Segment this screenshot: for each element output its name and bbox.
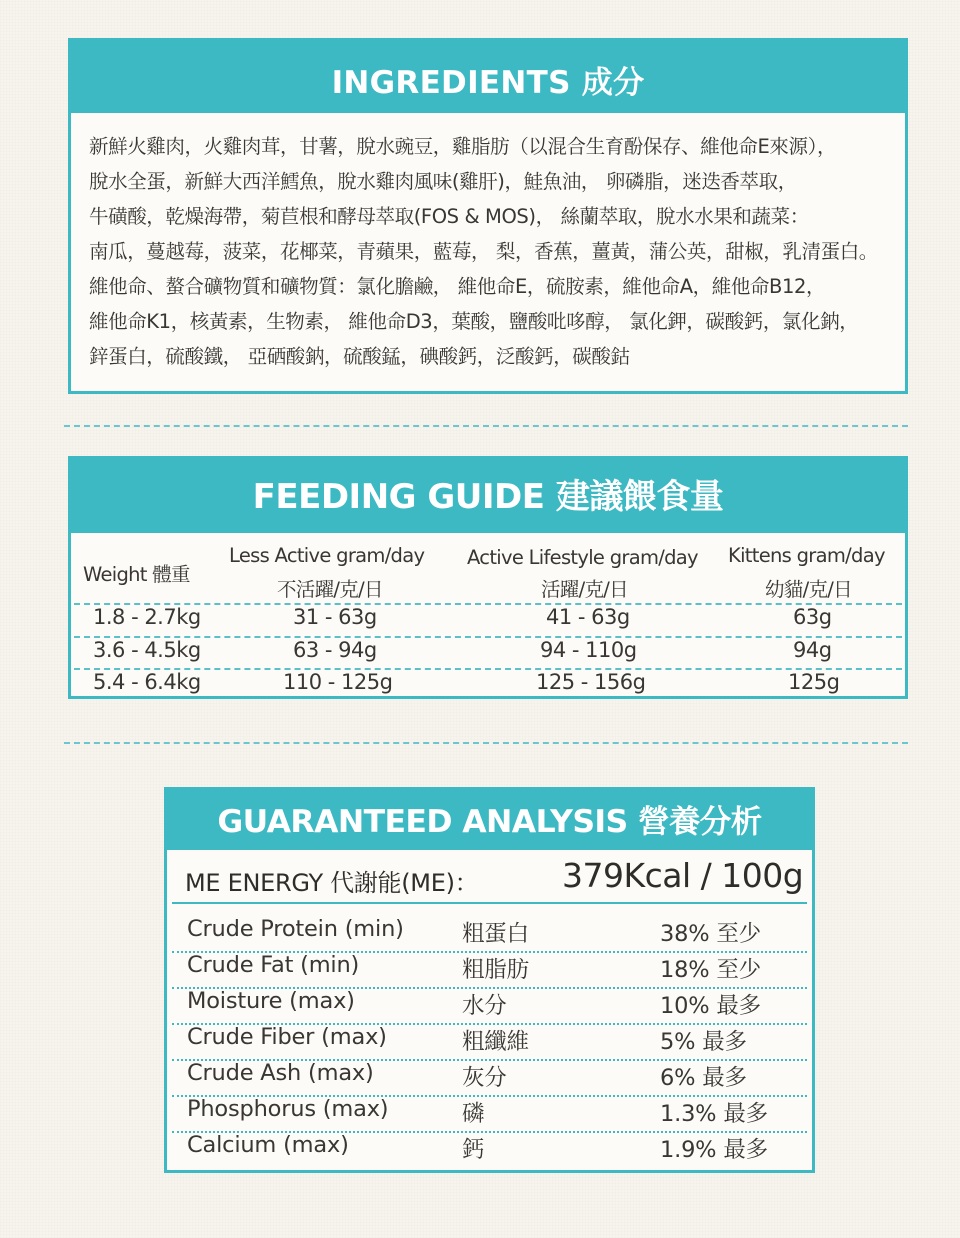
active-cell: 125 - 156g [536,670,646,694]
nutrient-name: Crude Fat (min) [187,952,360,978]
energy-value: 379Kcal / 100g [562,856,804,895]
nutrient-name-zh: 粗蛋白 [462,921,529,947]
analysis-row [172,1132,807,1167]
ingredients-line: 維他命、螯合礦物質和礦物質：氯化膽鹼， 維他命E，硫胺素，維他命A，維他命B12， [89,275,826,298]
ingredients-line: 脫水全蛋，新鮮大西洋鱈魚，脫水雞肉風味(雞肝)，鮭魚油， 卵磷脂，迷迭香萃取， [89,170,797,193]
table-row [74,668,902,702]
ingredients-panel [68,38,908,394]
less-active-cell: 110 - 125g [283,670,393,694]
nutrient-value: 1.3% 最多 [660,1101,768,1127]
nutrient-name: Crude Ash (max) [187,1060,374,1086]
energy-label: ME ENERGY 代謝能(ME)： [185,869,479,897]
nutrient-name-zh: 粗脂肪 [462,957,529,983]
active-cell: 94 - 110g [540,638,637,662]
less-active-cell: 31 - 63g [293,605,377,629]
header-kittens: Kittens gram/day [728,544,885,567]
header-active: Active Lifestyle gram/day [467,546,698,569]
section-divider [64,742,908,744]
nutrient-value: 10% 最多 [660,993,761,1019]
kittens-cell: 125g [788,670,840,694]
header-less-active-zh: 不活躍/克/日 [277,578,383,601]
weight-cell: 1.8 - 2.7kg [93,605,201,629]
nutrient-name: Phosphorus (max) [187,1096,389,1122]
analysis-row [172,952,807,989]
analysis-row [172,1096,807,1133]
nutrient-value: 38% 至少 [660,921,761,947]
feeding-guide-title: FEEDING GUIDE 建議餵食量 [71,459,905,533]
kittens-cell: 94g [793,638,832,662]
header-active-zh: 活躍/克/日 [541,578,628,601]
nutrient-value: 18% 至少 [660,957,761,983]
table-row [74,603,902,637]
nutrient-name: Moisture (max) [187,988,355,1014]
nutrient-name-zh: 鈣 [462,1137,485,1163]
nutrient-name-zh: 灰分 [462,1065,507,1091]
weight-cell: 5.4 - 6.4kg [93,670,201,694]
nutrient-value: 6% 最多 [660,1065,747,1091]
ingredients-line: 鋅蛋白，硫酸鐵， 亞硒酸鈉，硫酸錳，碘酸鈣，泛酸鈣，碳酸鈷 [89,345,630,368]
ingredients-title: INGREDIENTS 成分 [71,41,905,113]
nutrient-value: 1.9% 最多 [660,1137,768,1163]
less-active-cell: 63 - 94g [293,638,377,662]
analysis-row [172,988,807,1025]
header-less-active: Less Active gram/day [229,544,425,567]
nutrient-name: Calcium (max) [187,1132,349,1158]
nutrient-name: Crude Protein (min) [187,916,404,942]
weight-cell: 3.6 - 4.5kg [93,638,201,662]
guaranteed-analysis-panel [164,787,815,1173]
nutrient-name-zh: 磷 [462,1101,485,1127]
analysis-title: GUARANTEED ANALYSIS 營養分析 [167,790,812,850]
nutrient-value: 5% 最多 [660,1029,747,1055]
section-divider [64,425,908,427]
energy-row [172,850,807,904]
ingredients-list [71,113,905,378]
active-cell: 41 - 63g [546,605,630,629]
analysis-row [172,916,807,953]
feeding-guide-panel [68,456,908,699]
kittens-cell: 63g [793,605,832,629]
ingredients-line: 維他命K1，核黃素，生物素， 維他命D3，葉酸，鹽酸吡哆醇， 氯化鉀，碳酸鈣，氯化鈉， [89,310,859,333]
analysis-row [172,1060,807,1097]
ingredients-line: 牛磺酸，乾燥海帶，菊苣根和酵母萃取(FOS & MOS)， 絲蘭萃取，脫水水果和蔬菜： [89,205,809,228]
analysis-row [172,1024,807,1061]
ingredients-line: 南瓜，蔓越莓，菠菜，花椰菜，青蘋果，藍莓， 梨，香蕉，薑黃，蒲公英，甜椒，乳清蛋白。 [89,240,878,263]
header-kittens-zh: 幼貓/克/日 [765,578,852,601]
nutrient-name: Crude Fiber (max) [187,1024,387,1050]
ingredients-line: 新鮮火雞肉，火雞肉茸，甘薯，脫水豌豆，雞脂肪（以混合生育酚保存、維他命E來源）， [89,135,837,158]
nutrient-name-zh: 粗纖維 [462,1029,529,1055]
header-weight: Weight 體重 [83,563,190,586]
table-row [74,636,902,670]
nutrient-name-zh: 水分 [462,993,507,1019]
